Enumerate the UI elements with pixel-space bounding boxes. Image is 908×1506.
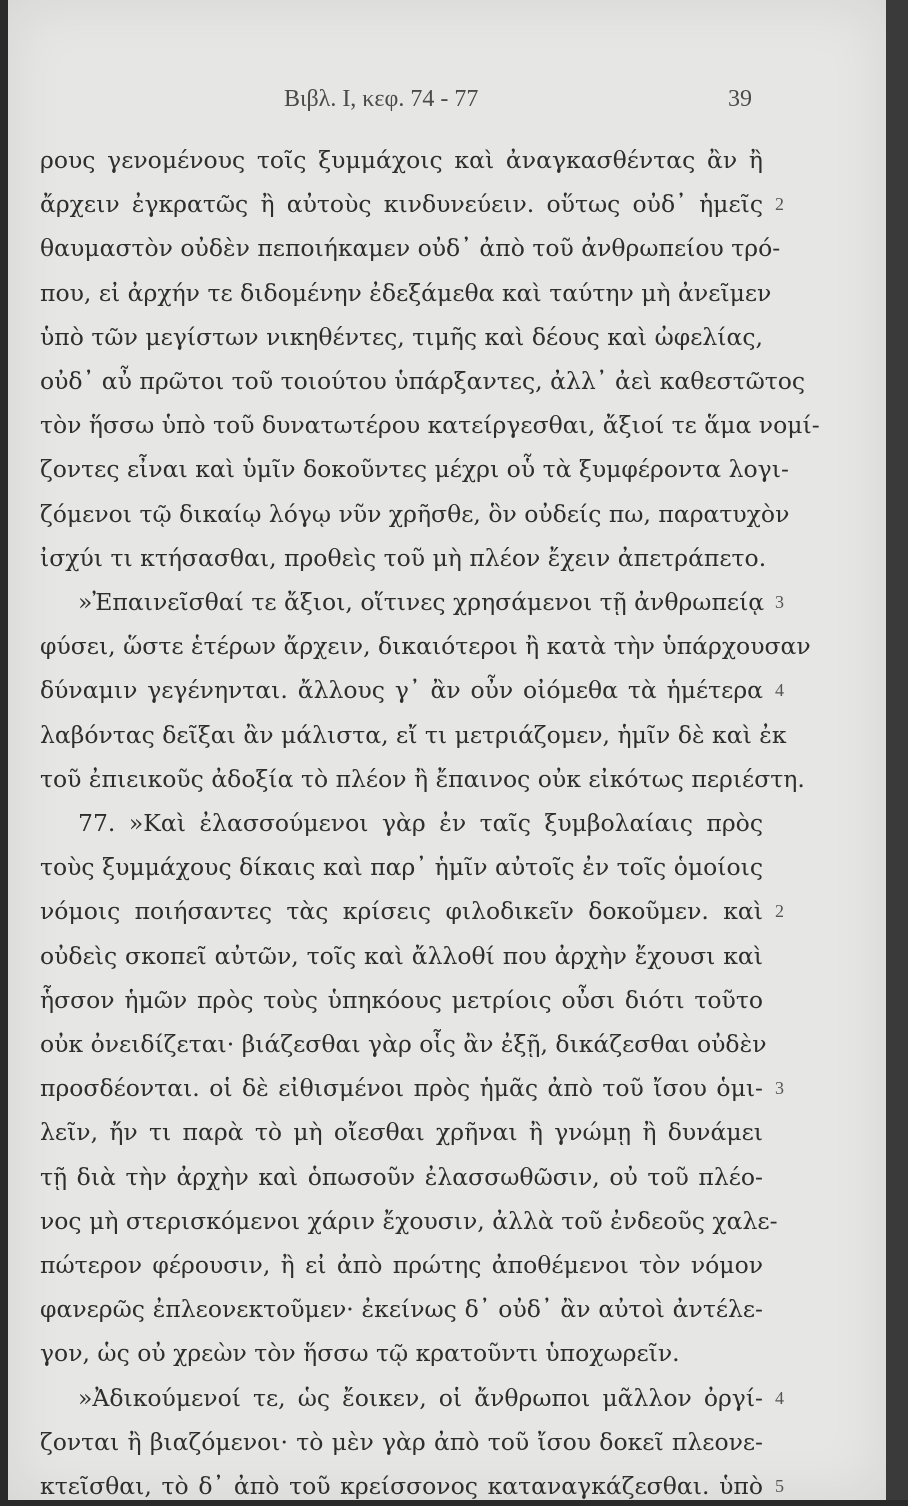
running-header: Βιβλ. I, κεφ. 74 - 77 [284,86,479,112]
text-line: προσδέονται. οἱ δὲ εἰθισμένοι πρὸς ἡμᾶς ἀπὸ τοῦ ἴσου ὁμι- [40,1074,763,1102]
text-line: δύναμιν γεγένηνται. ἄλλους γ᾽ ἂν οὖν οἰόμεθα τὰ ἡμέτερα [40,676,763,704]
text-line: »Ἀδικούμενοί τε, ὡς ἔοικεν, οἱ ἄνθρωποι μᾶλλον ὀργί- [78,1384,763,1412]
text-line: οὐδ᾽ αὖ πρῶτοι τοῦ τοιούτου ὑπάρξαντες, ἀλλ᾽ ἀεὶ καθεστῶτος [40,367,806,395]
text-line: ζοντες εἶναι καὶ ὑμῖν δοκοῦντες μέχρι οὗ τὰ ξυμφέροντα λογι- [40,455,789,483]
text-line: »Ἐπαινεῖσθαί τε ἄξιοι, οἵτινες χρησάμενοι τῇ ἀνθρωπείᾳ [78,588,765,616]
text-line: που, εἰ ἀρχήν τε διδομένην ἐδεξάμεθα καὶ ταύτην μὴ ἀνεῖμεν [40,279,772,307]
text-line: οὐκ ὀνειδίζεται· βιάζεσθαι γὰρ οἷς ἂν ἐξῇ, δικάζεσθαι οὐδὲν [40,1030,767,1058]
text-line: ζονται ἢ βιαζόμενοι· τὸ μὲν γὰρ ἀπὸ τοῦ ἴσου δοκεῖ πλεονε- [40,1428,763,1456]
section-number: 4 [775,1388,784,1408]
text-line: λαβόντας δεῖξαι ἂν μάλιστα, εἴ τι μετριάζομεν, ἡμῖν δὲ καὶ ἐκ [40,721,787,749]
text-line: ἰσχύι τι κτήσασθαι, προθεὶς τοῦ μὴ πλέον ἔχειν ἀπετράπετο. [40,544,767,572]
text-line: ἧσσον ἡμῶν πρὸς τοὺς ὑπηκόους μετρίοις οὖσι διότι τοῦτο [40,986,763,1014]
section-number: 3 [775,1078,784,1098]
text-line: 77. »Καὶ ἐλασσούμενοι γὰρ ἐν ταῖς ξυμβολαίαις πρὸς [78,809,763,837]
section-number: 3 [775,592,784,612]
text-line: λεῖν, ἤν τι παρὰ τὸ μὴ οἴεσθαι χρῆναι ἢ γνώμῃ ἢ δυνάμει [40,1118,763,1146]
text-line: τῇ διὰ τὴν ἀρχὴν καὶ ὁπωσοῦν ἐλασσωθῶσιν, οὐ τοῦ πλέο- [40,1163,763,1191]
text-line: τὸν ἥσσω ὑπὸ τοῦ δυνατωτέρου κατείργεσθαι, ἄξιοί τε ἅμα νομί- [40,411,820,439]
section-number: 2 [775,901,784,921]
text-line: οὐδεὶς σκοπεῖ αὐτῶν, τοῖς καὶ ἄλλοθί που ἀρχὴν ἔχουσι καὶ [40,942,763,970]
text-line: νος μὴ στερισκόμενοι χάριν ἔχουσιν, ἀλλὰ τοῦ ἐνδεοῦς χαλε- [40,1207,778,1235]
text-line: θαυμαστὸν οὐδὲν πεποιήκαμεν οὐδ᾽ ἀπὸ τοῦ ἀνθρωπείου τρό- [40,234,781,262]
section-number: 4 [775,680,784,700]
text-line: φύσει, ὥστε ἑτέρων ἄρχειν, δικαιότεροι ἢ κατὰ τὴν ὑπάρχουσαν [40,632,811,660]
text-line: τοῦ ἐπιεικοῦς ἀδοξία τὸ πλέον ἢ ἔπαινος οὐκ εἰκότως περιέστη. [40,765,805,793]
text-line: ἄρχειν ἐγκρατῶς ἢ αὐτοὺς κινδυνεύειν. οὕτως οὐδ᾽ ἡμεῖς [40,190,763,218]
section-number: 5 [775,1476,784,1496]
text-line: γον, ὡς οὐ χρεὼν τὸν ἥσσω τῷ κρατοῦντι ὑποχωρεῖν. [40,1339,680,1367]
text-line: πώτερον φέρουσιν, ἢ εἰ ἀπὸ πρώτης ἀποθέμενοι τὸν νόμον [40,1251,763,1279]
text-line: ρους γενομένους τοῖς ξυμμάχοις καὶ ἀναγκασθέντας ἂν ἢ [40,146,763,174]
section-number: 2 [775,194,784,214]
text-line: ὑπὸ τῶν μεγίστων νικηθέντες, τιμῆς καὶ δέους καὶ ὠφελίας, [40,323,763,351]
text-line: κτεῖσθαι, τὸ δ᾽ ἀπὸ τοῦ κρείσσονος καταναγκάζεσθαι. ὑπὸ [40,1472,763,1500]
text-line: τοὺς ξυμμάχους δίκαις καὶ παρ᾽ ἡμῖν αὐτοῖς ἐν τοῖς ὁμοίοις [40,853,763,881]
text-line: νόμοις ποιήσαντες τὰς κρίσεις φιλοδικεῖν δοκοῦμεν. καὶ [40,897,763,925]
page-edge [886,0,908,1500]
text-line: φανερῶς ἐπλεονεκτοῦμεν· ἐκείνως δ᾽ οὐδ᾽ ἂν αὐτοὶ ἀντέλε- [40,1295,763,1323]
page-number: 39 [728,86,752,112]
text-line: ζόμενοι τῷ δικαίῳ λόγῳ νῦν χρῆσθε, ὃν οὐδείς πω, παρατυχὸν [40,500,790,528]
